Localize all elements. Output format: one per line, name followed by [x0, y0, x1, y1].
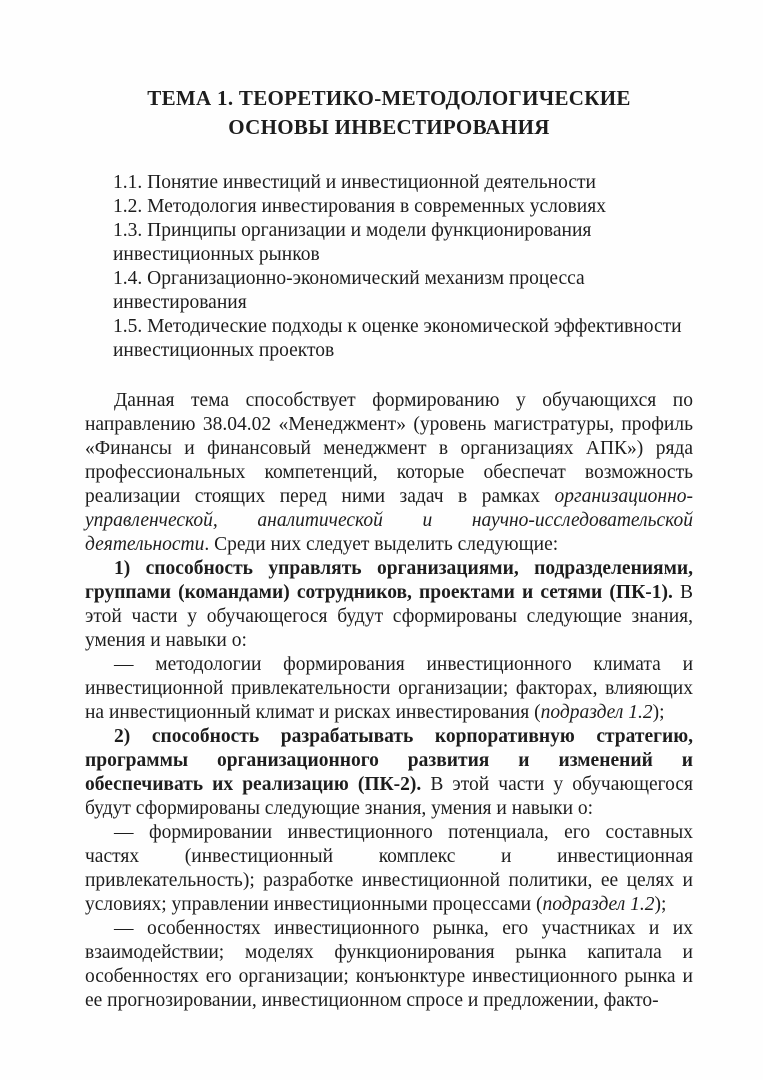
- body-text: [85, 389, 693, 1013]
- text-run: — особенностях инвестиционного рынка, его участниках и их взаимодействии; моделях функционирования рынка капитала и особенностях его организации; конъюнктуре инвестиционного рынка и ее прогнозировании, инвестиционном спросе и предложении, факто-: [85, 918, 693, 1011]
- section-list: [85, 171, 693, 363]
- text-run: );: [652, 702, 665, 723]
- text-run: подраздел 1.2: [542, 894, 655, 915]
- section-list-item-1-3: 1.3. Принципы организации и модели функционирования инвестиционных рынков: [113, 220, 592, 265]
- paragraph-bullet-methodology: [85, 653, 693, 725]
- text-run: организационно-управленческой, аналитической и научно-исследовательской деятельности: [85, 486, 693, 555]
- text-run: — формировании инвестиционного потенциала, его составных частях (инвестиционный комплекс и инвестиционная привлекательность); разработке инвестиционной политики, ее целях и условиях; управлении инвестиционными процессами (: [85, 822, 693, 915]
- paragraph-intro: [85, 389, 693, 557]
- text-run: 1) способность управлять организациями, подразделениями, группами (командами) сотрудников, проектами и сетями (ПК-1).: [85, 558, 693, 603]
- page-title: [85, 84, 693, 142]
- text-block: [85, 84, 693, 1013]
- text-run: 2) способность разрабатывать корпоративную стратегию, программы организационного развития и изменений и обеспечивать их реализацию (ПК-2).: [85, 726, 693, 795]
- text-run: Данная тема способствует формированию у обучающихся по направлению 38.04.02 «Менеджмент» (уровень магистратуры, профиль «Финансы и финансовый менеджмент в организациях АПК») ряда профессиональных компетенций, которые обеспечат возможность реализации стоящих перед ними задач в рамках: [85, 390, 693, 507]
- text-run: — методологии формирования инвестиционного климата и инвестиционной привлекательности организации; факторах, влияющих на инвестиционный климат и рисках инвестирования (: [85, 654, 693, 723]
- text-run: );: [654, 894, 667, 915]
- paragraph-bullet-potential: [85, 821, 693, 917]
- title-line-2: ОСНОВЫ ИНВЕСТИРОВАНИЯ: [228, 115, 550, 139]
- text-run: подраздел 1.2: [540, 702, 653, 723]
- text-run: В этой части у обучающегося будут сформированы следующие знания, умения и навыки о:: [85, 774, 693, 819]
- paragraph-competence-pk1: [85, 557, 693, 653]
- paragraph-bullet-market: [85, 917, 693, 1013]
- text-run: . Среди них следует выделить следующие:: [204, 534, 559, 555]
- text-run: В этой части у обучающегося будут сформированы следующие знания, умения и навыки о:: [85, 582, 693, 651]
- section-list-item-1-4: 1.4. Организационно-экономический механизм процесса инвестирования: [113, 268, 585, 313]
- section-list-item-1-2: 1.2. Методология инвестирования в современных условиях: [113, 196, 606, 217]
- paragraph-competence-pk2: [85, 725, 693, 821]
- section-list-item-1-5: 1.5. Методические подходы к оценке экономической эффективности инвестиционных проектов: [113, 316, 682, 361]
- section-list-item-1-1: 1.1. Понятие инвестиций и инвестиционной деятельности: [113, 172, 596, 193]
- title-line-1: ТЕМА 1. ТЕОРЕТИКО-МЕТОДОЛОГИЧЕСКИЕ: [147, 86, 631, 110]
